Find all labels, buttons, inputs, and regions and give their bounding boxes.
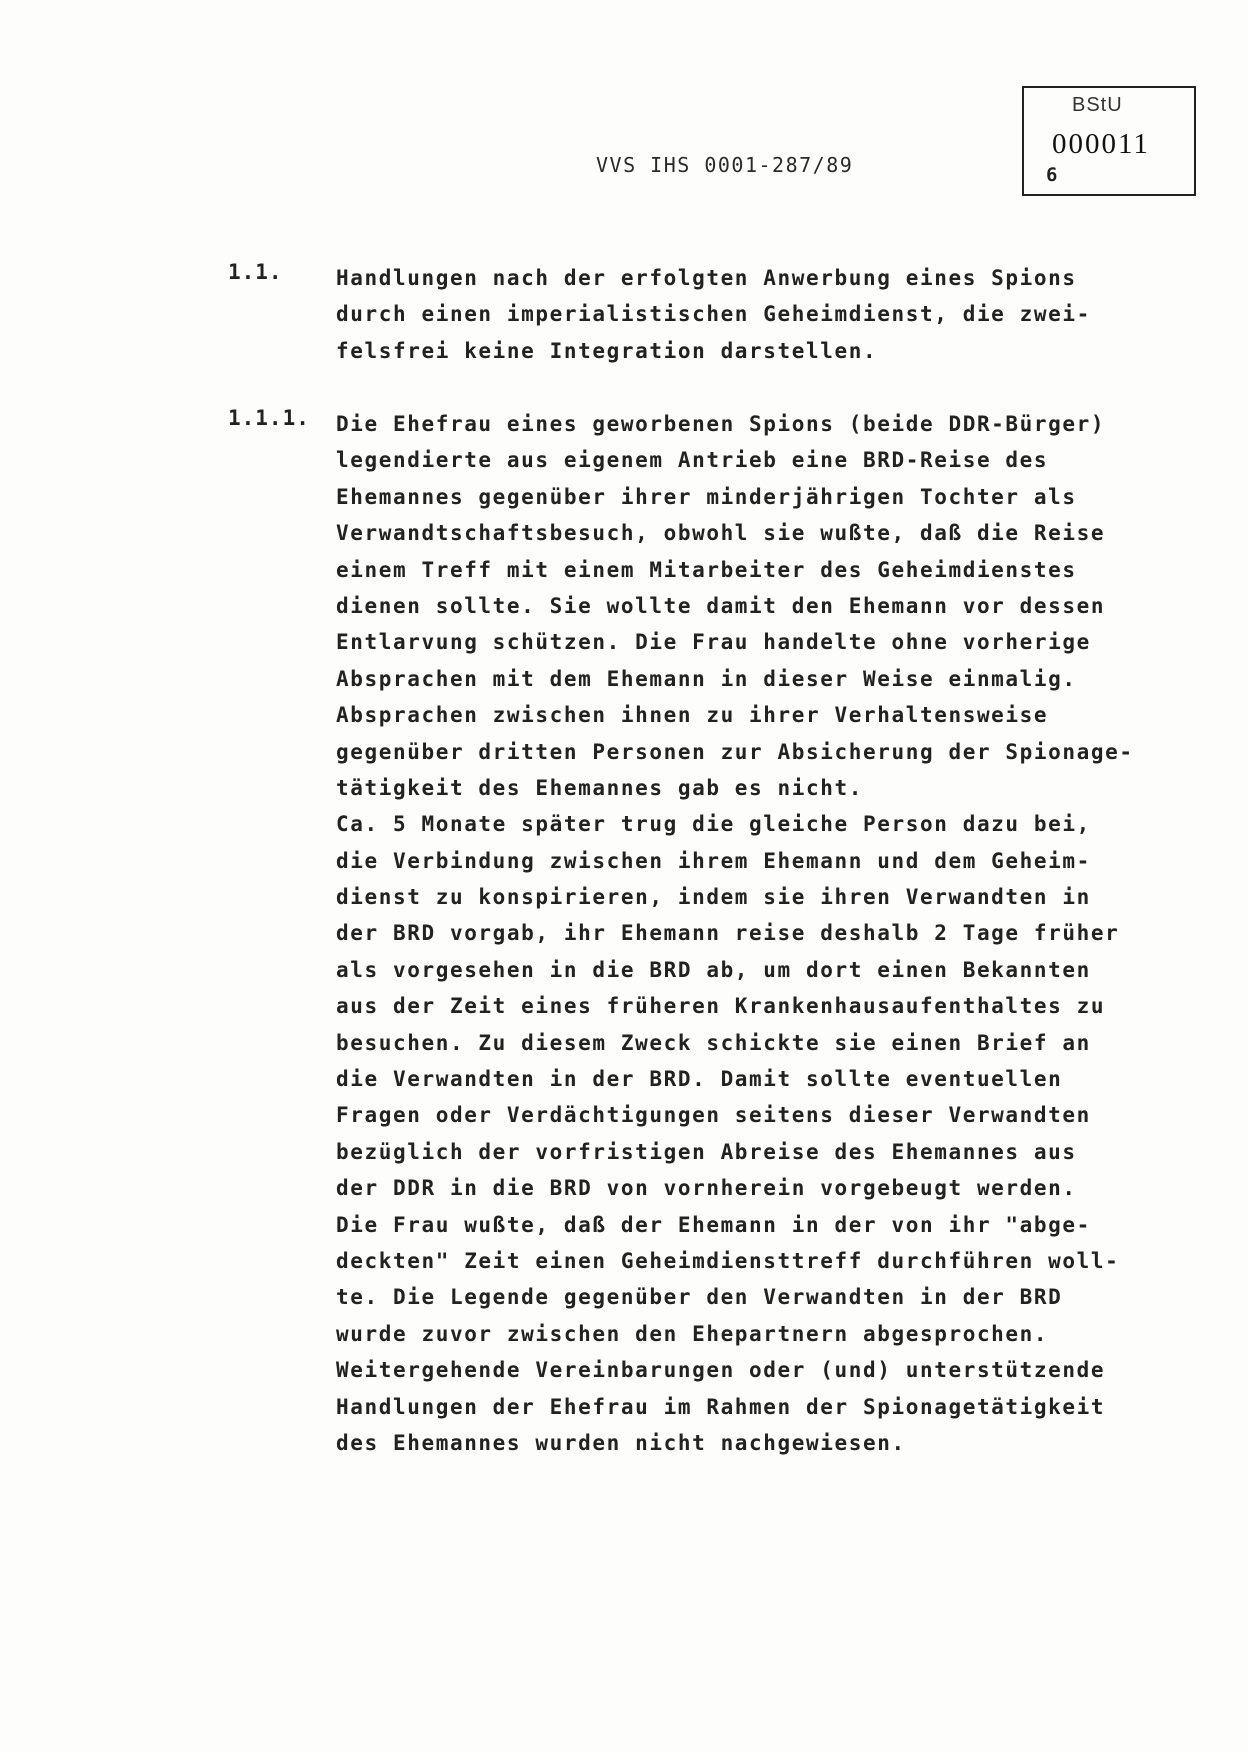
text-line: Entlarvung schützen. Die Frau handelte ohne vorherige xyxy=(336,630,1091,655)
text-line: Die Frau wußte, daß der Ehemann in der von ihr "abge- xyxy=(336,1212,1091,1237)
section-body xyxy=(336,406,1196,1461)
text-line: durch einen imperialistischen Geheimdienst, die zwei- xyxy=(336,302,1091,327)
text-line: als vorgesehen in die BRD ab, um dort einen Bekannten xyxy=(336,957,1091,982)
section-heading xyxy=(336,260,1196,369)
text-line: der DDR in die BRD von vornherein vorgebeugt werden. xyxy=(336,1176,1077,1201)
text-line: Handlungen nach der erfolgten Anwerbung eines Spions xyxy=(336,266,1077,290)
archive-stamp xyxy=(1022,86,1196,196)
text-line: besuchen. Zu diesem Zweck schickte sie einen Brief an xyxy=(336,1030,1091,1055)
text-line: dienst zu konspirieren, indem sie ihren Verwandten in xyxy=(336,885,1091,910)
text-line: Weitergehende Vereinbarungen oder (und) unterstützende xyxy=(336,1358,1106,1383)
text-line: die Verwandten in der BRD. Damit sollte eventuellen xyxy=(336,1067,1063,1092)
text-line: deckten" Zeit einen Geheimdiensttreff durchführen woll- xyxy=(336,1248,1120,1273)
section-number: 1.1.1. xyxy=(228,406,310,430)
section-number: 1.1. xyxy=(228,260,283,284)
stamp-number: 000011 xyxy=(1052,128,1150,160)
text-line: einem Treff mit einem Mitarbeiter des Geheimdienstes xyxy=(336,557,1077,582)
stamp-org: BStU xyxy=(1072,94,1123,116)
text-line: legendierte aus eigenem Antrieb eine BRD-Reise des xyxy=(336,448,1049,473)
document-reference: VVS IHS 0001-287/89 xyxy=(596,153,854,177)
text-line: Verwandtschaftsbesuch, obwohl sie wußte, daß die Reise xyxy=(336,521,1106,546)
text-line: bezüglich der vorfristigen Abreise des Ehemannes aus xyxy=(336,1139,1077,1164)
text-line: te. Die Legende gegenüber den Verwandten in der BRD xyxy=(336,1285,1063,1310)
text-line: Absprachen mit dem Ehemann in dieser Weise einmalig. xyxy=(336,666,1077,691)
text-line: die Verbindung zwischen ihrem Ehemann und dem Geheim- xyxy=(336,848,1091,873)
text-line: der BRD vorgab, ihr Ehemann reise deshalb 2 Tage früher xyxy=(336,921,1120,946)
text-line: wurde zuvor zwischen den Ehepartnern abgesprochen. xyxy=(336,1321,1049,1346)
text-line: felsfrei keine Integration darstellen. xyxy=(336,338,878,363)
text-line: Die Ehefrau eines geworbenen Spions (beide DDR-Bürger) xyxy=(336,412,1106,436)
text-line: aus der Zeit eines früheren Krankenhausaufenthaltes zu xyxy=(336,994,1106,1019)
text-line: Fragen oder Verdächtigungen seitens dieser Verwandten xyxy=(336,1103,1091,1128)
text-line: gegenüber dritten Personen zur Absicherung der Spionage- xyxy=(336,739,1134,764)
text-line: Ehemannes gegenüber ihrer minderjährigen Tochter als xyxy=(336,484,1077,509)
text-line: dienen sollte. Sie wollte damit den Ehemann vor dessen xyxy=(336,593,1106,618)
text-line: tätigkeit des Ehemannes gab es nicht. xyxy=(336,775,863,800)
stamp-page-number: 6 xyxy=(1046,164,1058,186)
text-line: Absprachen zwischen ihnen zu ihrer Verhaltensweise xyxy=(336,703,1049,728)
text-line: Ca. 5 Monate später trug die gleiche Person dazu bei, xyxy=(336,812,1091,837)
text-line: des Ehemannes wurden nicht nachgewiesen. xyxy=(336,1430,906,1455)
text-line: Handlungen der Ehefrau im Rahmen der Spionagetätigkeit xyxy=(336,1394,1106,1419)
